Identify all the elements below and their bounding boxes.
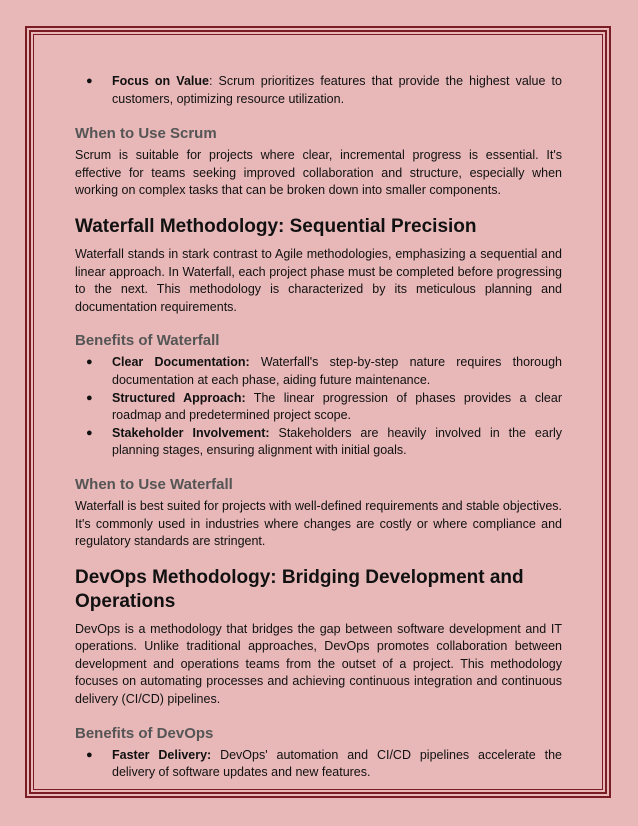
paragraph: Scrum is suitable for projects where clear, incremental progress is essential. It's effective for teams seeking improved collaboration and structure, especially when working on complex tasks that can be broken down into smaller components. [75,148,562,198]
paragraph: Waterfall is best suited for projects with well-defined requirements and stable objectives. It's commonly used in industries where changes are costly or where compliance and regulatory standards are stringent. [75,498,562,549]
list-item-term: Structured Approach: [112,390,246,405]
scrum-benefits-list [75,73,562,108]
paragraph: Waterfall stands in stark contrast to Agile methodologies, emphasizing a sequential and linear approach. In Waterfall, each project phase must be completed before progressing to the next. This methodology is characterized by its meticulous planning and documentation requirements. [75,246,562,314]
list-item [75,354,562,389]
bullet-icon: ● [86,391,93,404]
section-subheading: Benefits of DevOps [75,724,214,742]
list-item-term: Stakeholder Involvement: [112,425,270,440]
list-item-term: Focus on Value [112,74,209,88]
list-item-term: Clear Documentation: [112,355,250,370]
bullet-icon: ● [86,748,93,761]
list-item [75,747,562,782]
list-item-text: DevOps' automation and CI/CD pipelines accelerate the delivery of software updates and new features. [112,747,562,780]
list-item-text: Waterfall's step-by-step nature requires thorough documentation at each phase, aiding future maintenance. [112,355,562,387]
section-heading: DevOps Methodology: Bridging Development and Operations [75,566,524,612]
devops-benefits-list [75,747,562,782]
document-body [75,73,562,782]
bullet-icon: ● [86,426,93,439]
list-item-term: Faster Delivery: [112,747,212,762]
list-item-text: Scrum prioritizes features that provide the highest value to customers, optimizing resource utilization. [112,74,562,106]
section-heading: Waterfall Methodology: Sequential Precision [75,215,477,237]
list-item-text: The linear progression of phases provides a clear roadmap and predetermined project scope. [112,390,562,423]
bullet-icon: ● [86,75,93,87]
list-item-text: Stakeholders are heavily involved in the early planning stages, ensuring alignment with initial goals. [112,425,563,458]
waterfall-benefits-list [75,354,562,460]
list-item: ● Focus on Value: Scrum prioritizes features that provide the highest value to customers, optimizing resource utilization. [86,74,562,106]
paragraph: DevOps is a methodology that bridges the gap between software development and IT operations. Unlike traditional approaches, DevOps promotes collaboration between development and operations teams from the outset of a project. This methodology focuses on automating processes and achieving continuous integration and continuous delivery (CI/CD) pipelines. [75,621,562,707]
section-subheading: When to Use Scrum [75,125,217,143]
bullet-icon: ● [86,356,93,369]
list-item [75,425,562,460]
section-subheading: When to Use Waterfall [75,475,233,493]
list-item [75,390,562,425]
section-subheading: Benefits of Waterfall [75,332,220,350]
